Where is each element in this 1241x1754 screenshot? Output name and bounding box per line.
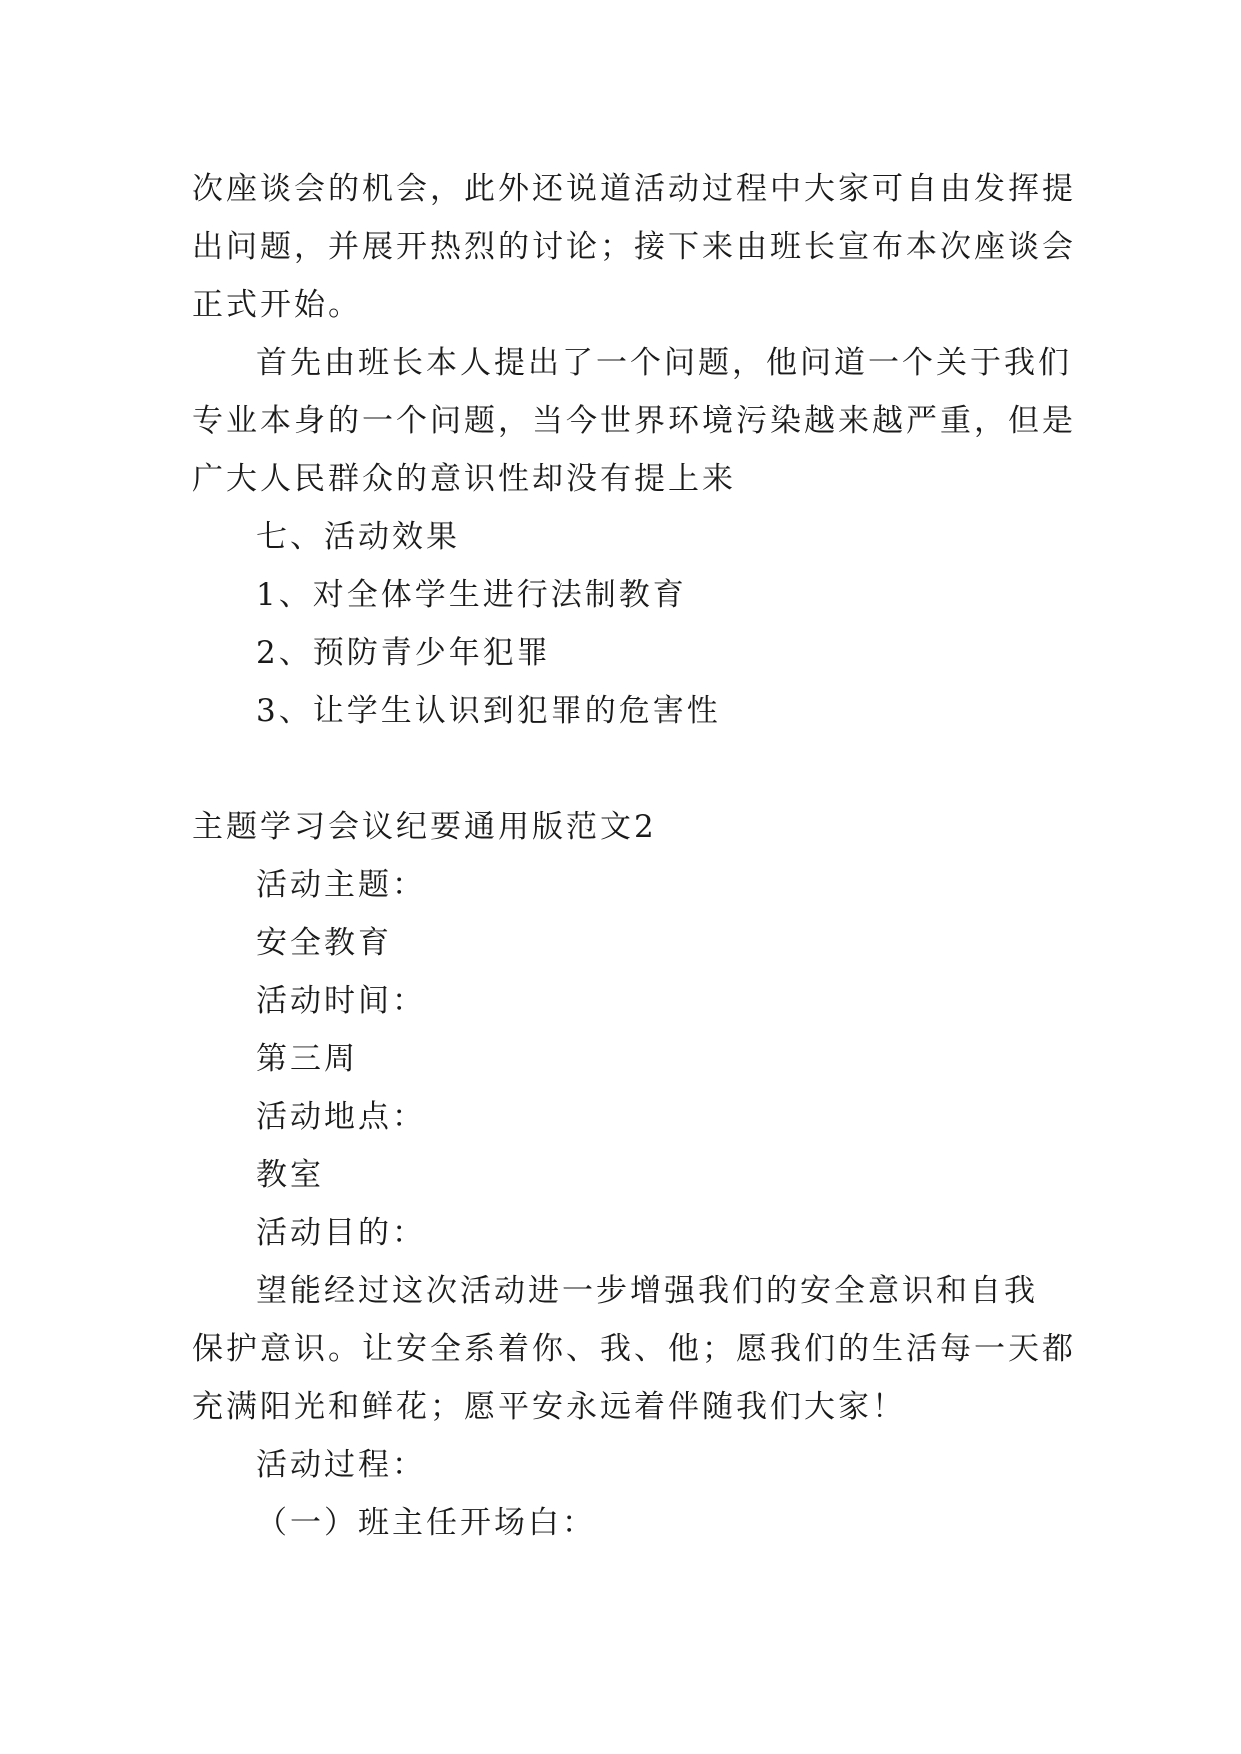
process-step: （一）班主任开场白： xyxy=(256,1505,596,1541)
paragraph-line: 专业本身的一个问题，当今世界环境污染越来越严重，但是 xyxy=(192,403,1076,439)
document-title: 主题学习会议纪要通用版范文2 xyxy=(192,809,657,845)
time-value: 第三周 xyxy=(256,1041,358,1077)
paragraph-line: 广大人民群众的意识性却没有提上来 xyxy=(192,461,736,497)
paragraph-line: 保护意识。让安全系着你、我、他；愿我们的生活每一天都 xyxy=(192,1331,1076,1367)
purpose-label: 活动目的： xyxy=(256,1215,426,1251)
paragraph-line: 充满阳光和鲜花；愿平安永远着伴随我们大家！ xyxy=(192,1389,906,1425)
time-label: 活动时间： xyxy=(256,983,426,1019)
blank-line xyxy=(192,740,1052,798)
place-value: 教室 xyxy=(256,1157,324,1193)
paragraph-line: 首先由班长本人提出了一个问题，他问道一个关于我们 xyxy=(256,345,1072,381)
theme-value: 安全教育 xyxy=(256,925,392,961)
paragraph-line: 出问题，并展开热烈的讨论；接下来由班长宣布本次座谈会 xyxy=(192,229,1076,265)
paragraph-line: 次座谈会的机会，此外还说道活动过程中大家可自由发挥提 xyxy=(192,171,1076,207)
paragraph-line: 望能经过这次活动进一步增强我们的安全意识和自我 xyxy=(256,1273,1038,1309)
list-item: 2、预防青少年犯罪 xyxy=(256,635,551,671)
list-item: 1、对全体学生进行法制教育 xyxy=(256,577,687,613)
theme-label: 活动主题： xyxy=(256,867,426,903)
paragraph-line: 正式开始。 xyxy=(192,287,362,323)
list-item: 3、让学生认识到犯罪的危害性 xyxy=(256,693,721,729)
process-label: 活动过程： xyxy=(256,1447,426,1483)
place-label: 活动地点： xyxy=(256,1099,426,1135)
section-heading-effect: 七、活动效果 xyxy=(256,519,460,555)
document-body xyxy=(192,160,1076,1552)
